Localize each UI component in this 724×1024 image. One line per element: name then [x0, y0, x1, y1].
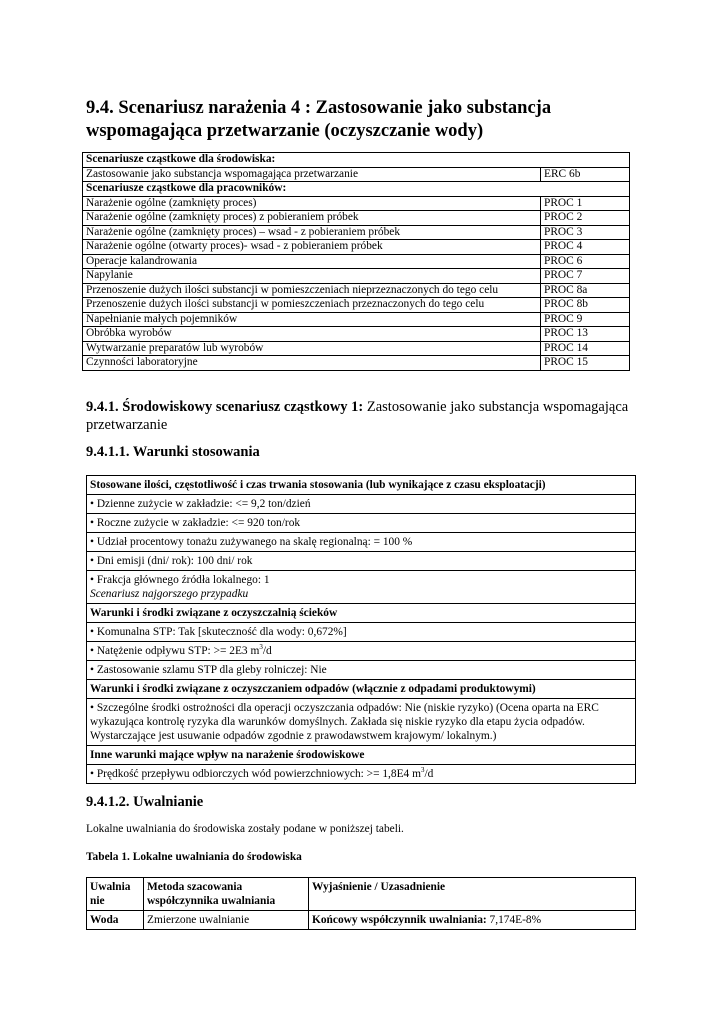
scenario-code: PROC 14	[541, 341, 630, 356]
table-row	[83, 283, 630, 298]
table-row	[83, 240, 630, 255]
table-header-row	[87, 878, 636, 911]
scenario-code: PROC 8b	[541, 298, 630, 313]
regional-share: • Udział procentowy tonażu zużywanego na skalę regionalną: = 100 %	[87, 533, 636, 552]
scenario-name: Wytwarzanie preparatów lub wyrobów	[83, 341, 541, 356]
scenario-name: Narażenie ogólne (otwarty proces)- wsad - z pobieraniem próbek	[83, 240, 541, 255]
other-conditions-header: Inne warunki mające wpływ na narażenie środowiskowe	[87, 746, 636, 765]
header-text: Metoda szacowania	[147, 881, 243, 893]
subsection-941-heading	[86, 398, 642, 434]
table-row	[83, 182, 630, 197]
subsection-9411-heading: 9.4.1.1. Warunki stosowania	[86, 444, 260, 460]
scenario-code: PROC 15	[541, 356, 630, 371]
waste-line-1: • Szczególne środki ostrożności dla operacji oczyszczania odpadów: Nie (niskie ryzyko) (Ocena oparta na ERC	[90, 702, 599, 714]
table-row	[83, 312, 630, 327]
table-row	[87, 746, 636, 765]
scenario-name: Przenoszenie dużych ilości substancji w pomieszczeniach nieprzeznaczonych do tego celu	[83, 283, 541, 298]
table-row	[83, 269, 630, 284]
scenario-code: PROC 7	[541, 269, 630, 284]
table-row	[83, 254, 630, 269]
worker-scenarios-header: Scenariusze cząstkowe dla pracowników:	[83, 182, 630, 197]
table-row	[87, 911, 636, 930]
subsection-941-text: Zastosowanie jako substancja wspomagająca przetwarzanie	[86, 399, 629, 433]
title-line-1: 9.4. Scenariusz narażenia 4 : Zastosowanie jako substancja	[86, 98, 552, 118]
col-header-release	[87, 878, 144, 911]
table-row	[83, 356, 630, 371]
env-scenarios-header: Scenariusze cząstkowe dla środowiska:	[83, 153, 630, 168]
stp-sludge: • Zastosowanie szlamu STP dla gleby rolniczej: Nie	[87, 661, 636, 680]
table-row	[87, 765, 636, 784]
subsection-9412-heading: 9.4.1.2. Uwalnianie	[86, 794, 204, 810]
scenario-name: Napełnianie małych pojemników	[83, 312, 541, 327]
release-factor-label: Końcowy współczynnik uwalniania:	[312, 914, 487, 926]
col-header-method	[144, 878, 309, 911]
waste-measures	[87, 699, 636, 746]
release-justification	[309, 911, 636, 930]
operational-conditions-table	[86, 475, 636, 784]
scenario-name: Czynności laboratoryjne	[83, 356, 541, 371]
table-row	[87, 680, 636, 699]
annual-use: • Roczne zużycie w zakładzie: <= 920 ton/rok	[87, 514, 636, 533]
scenario-code: PROC 9	[541, 312, 630, 327]
river-flow-unit: /d	[424, 768, 434, 780]
release-compartment: Woda	[87, 911, 144, 930]
title-line-2: wspomagająca przetwarzanie (oczyszczanie wody)	[86, 121, 484, 141]
table-row	[87, 623, 636, 642]
scenario-code: PROC 3	[541, 225, 630, 240]
receiving-water-flow	[87, 765, 636, 784]
waste-header: Warunki i środki związane z oczyszczaniem odpadów (włącznie z odpadami produktowymi)	[87, 680, 636, 699]
flow-text: • Natężenie odpływu STP: >= 2E3 m	[90, 645, 260, 657]
table-row	[87, 571, 636, 604]
table-row	[83, 167, 630, 182]
table-row	[83, 225, 630, 240]
scenario-name: Narażenie ogólne (zamknięty proces) z pobieraniem próbek	[83, 211, 541, 226]
table-row	[87, 699, 636, 746]
scenario-code: PROC 13	[541, 327, 630, 342]
table-row	[87, 476, 636, 495]
header-text: nie	[90, 895, 105, 907]
scenario-code: PROC 4	[541, 240, 630, 255]
release-paragraph: Lokalne uwalniania do środowiska zostały podane w poniższej tabeli.	[86, 823, 404, 835]
header-text: Uwalnia	[90, 881, 131, 893]
table-row	[87, 533, 636, 552]
scenario-name: Przenoszenie dużych ilości substancji w pomieszczeniach przeznaczonych do tego celu	[83, 298, 541, 313]
table-row	[83, 196, 630, 211]
scenario-code: PROC 8a	[541, 283, 630, 298]
local-source-fraction	[87, 571, 636, 604]
daily-use: • Dzienne zużycie w zakładzie: <= 9,2 ton/dzień	[87, 495, 636, 514]
waste-line-3: Wystarczające jest usuwanie odpadów zgodnie z prawodawstwem krajowym/ lokalnym.)	[90, 730, 497, 742]
fraction-value: • Frakcja głównego źródła lokalnego: 1	[90, 574, 270, 586]
contributing-scenarios-table	[82, 152, 630, 371]
scenario-name: Operacje kalandrowania	[83, 254, 541, 269]
release-method: Zmierzone uwalnianie	[144, 911, 309, 930]
wwtp-header: Warunki i środki związane z oczyszczalnią ścieków	[87, 604, 636, 623]
col-header-justification: Wyjaśnienie / Uzasadnienie	[309, 878, 636, 911]
scenario-code: PROC 6	[541, 254, 630, 269]
scenario-name: Zastosowanie jako substancja wspomagająca przetwarzanie	[83, 167, 541, 182]
table-row	[87, 642, 636, 661]
section-title	[86, 97, 646, 143]
fraction-note: Scenariusz najgorszego przypadku	[90, 588, 249, 600]
local-releases-table	[86, 877, 636, 930]
municipal-stp: • Komunalna STP: Tak [skuteczność dla wody: 0,672%]	[87, 623, 636, 642]
scenario-name: Narażenie ogólne (zamknięty proces) – wsad - z pobieraniem próbek	[83, 225, 541, 240]
table-row	[83, 327, 630, 342]
table-row	[87, 604, 636, 623]
waste-line-2: wykazująca kontrolę ryzyka dla warunków domyślnych. Zakłada się niskie ryzyko dla etapu życia odpadów.	[90, 716, 585, 728]
table-row	[83, 153, 630, 168]
header-text: współczynnika uwalniania	[147, 895, 276, 907]
river-flow-text: • Prędkość przepływu odbiorczych wód powierzchniowych: >= 1,8E4 m	[90, 768, 421, 780]
table-caption: Tabela 1. Lokalne uwalniania do środowiska	[86, 851, 302, 863]
scenario-name: Narażenie ogólne (zamknięty proces)	[83, 196, 541, 211]
table-row	[83, 341, 630, 356]
table-row	[87, 661, 636, 680]
emission-days: • Dni emisji (dni/ rok): 100 dni/ rok	[87, 552, 636, 571]
scenario-code: ERC 6b	[541, 167, 630, 182]
table-row	[83, 211, 630, 226]
flow-exponent: 3	[259, 643, 263, 652]
flow-unit: /d	[262, 645, 272, 657]
stp-effluent-flow	[87, 642, 636, 661]
table-row	[87, 552, 636, 571]
table-row	[83, 298, 630, 313]
subsection-941-label: 9.4.1. Środowiskowy scenariusz cząstkowy 1:	[86, 399, 364, 415]
scenario-code: PROC 1	[541, 196, 630, 211]
release-factor-value: 7,174E-8%	[486, 914, 542, 926]
scenario-name: Obróbka wyrobów	[83, 327, 541, 342]
table-row	[87, 495, 636, 514]
table-row	[87, 514, 636, 533]
river-flow-exponent: 3	[420, 766, 425, 775]
usage-header: Stosowane ilości, częstotliwość i czas trwania stosowania (lub wynikające z czasu eksploatacji)	[87, 476, 636, 495]
scenario-code: PROC 2	[541, 211, 630, 226]
scenario-name: Napylanie	[83, 269, 541, 284]
